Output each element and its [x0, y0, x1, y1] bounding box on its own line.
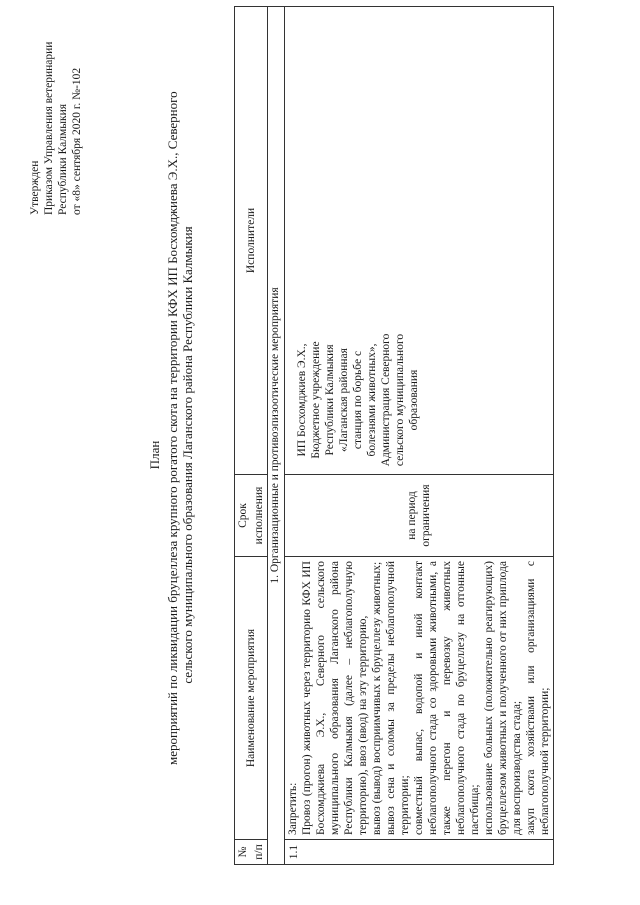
item-measures: [285, 557, 554, 840]
section-title: 1. Организационные и противоэпизоотические мероприятия: [268, 7, 285, 865]
header-measure-name: Наименование мероприятия: [235, 557, 268, 840]
document-title: [147, 91, 195, 765]
header-executors: Исполнители: [235, 7, 268, 475]
item-number: 1.1: [285, 840, 554, 865]
title-line: сельского муниципального образования Лаганского района Республики Калмыкия: [180, 226, 195, 684]
header-number: № п/п: [235, 840, 268, 865]
approval-stamp: [28, 15, 84, 215]
executor-line: Бюджетное учреждение Республики Калмыкия «Лаганская районная станция по борьбе с болезнями животных»,: [310, 341, 378, 459]
item-measure-line: использование больных (положительно реагирующих) бруцеллезом животных и полученного от них приплода для воспроизводства стада;: [483, 561, 523, 835]
approval-line: Республики Калмыкия: [57, 103, 69, 215]
section-row: [268, 7, 285, 865]
item-measure-line: Провоз (прогон) животных через территорию КФХ ИП Босхомджиева Э.Х., Северного сельского муниципального образования Лаганского района Республики Калмыкия (далее – неблагополучную территорию), ввоз (ввод) на эту территорию,: [301, 561, 369, 835]
title-line: мероприятий по ликвидации бруцеллеза крупного рогатого скота на территории КФХ ИП Босхомджиева Э.Х., Северного: [165, 91, 180, 765]
item-executors: [285, 7, 554, 475]
item-measure-line: совместный выпас, водопой и иной контакт неблагополучного стада со здоровыми животными, а также перегон и перевозку животных неблагополучного стада по бруцеллезу на отгонные пастбища;: [413, 561, 481, 835]
plan-heading: План: [147, 440, 162, 470]
executor-line: Администрация Северного сельского муниципального образования: [380, 333, 420, 467]
executor-line: ИП Босхомджиев Э.Х.,: [296, 343, 308, 457]
table-header-row: [235, 7, 268, 865]
header-deadline: Срок исполнения: [235, 475, 268, 557]
item-measure-line: закуп скота хозяйствами или организациями с неблагополучной территории;: [525, 561, 551, 835]
table-row: [285, 7, 554, 865]
approval-line: Приказом Управления ветеринарии: [43, 41, 55, 215]
item-measure-line: вывоз (вывод) восприимчивых к бруцеллезу животных;: [371, 561, 383, 835]
item-measure-line: вывоз сена и соломы за пределы неблагополучной территории;: [385, 561, 411, 835]
approval-line: от «8» сентября 2020 г. №-102: [71, 67, 83, 215]
approval-line: Утвержден: [29, 160, 41, 215]
item-deadline: на период ограничения: [285, 475, 554, 557]
item-intro: Запретить:: [287, 782, 299, 835]
measures-table: [234, 6, 554, 865]
